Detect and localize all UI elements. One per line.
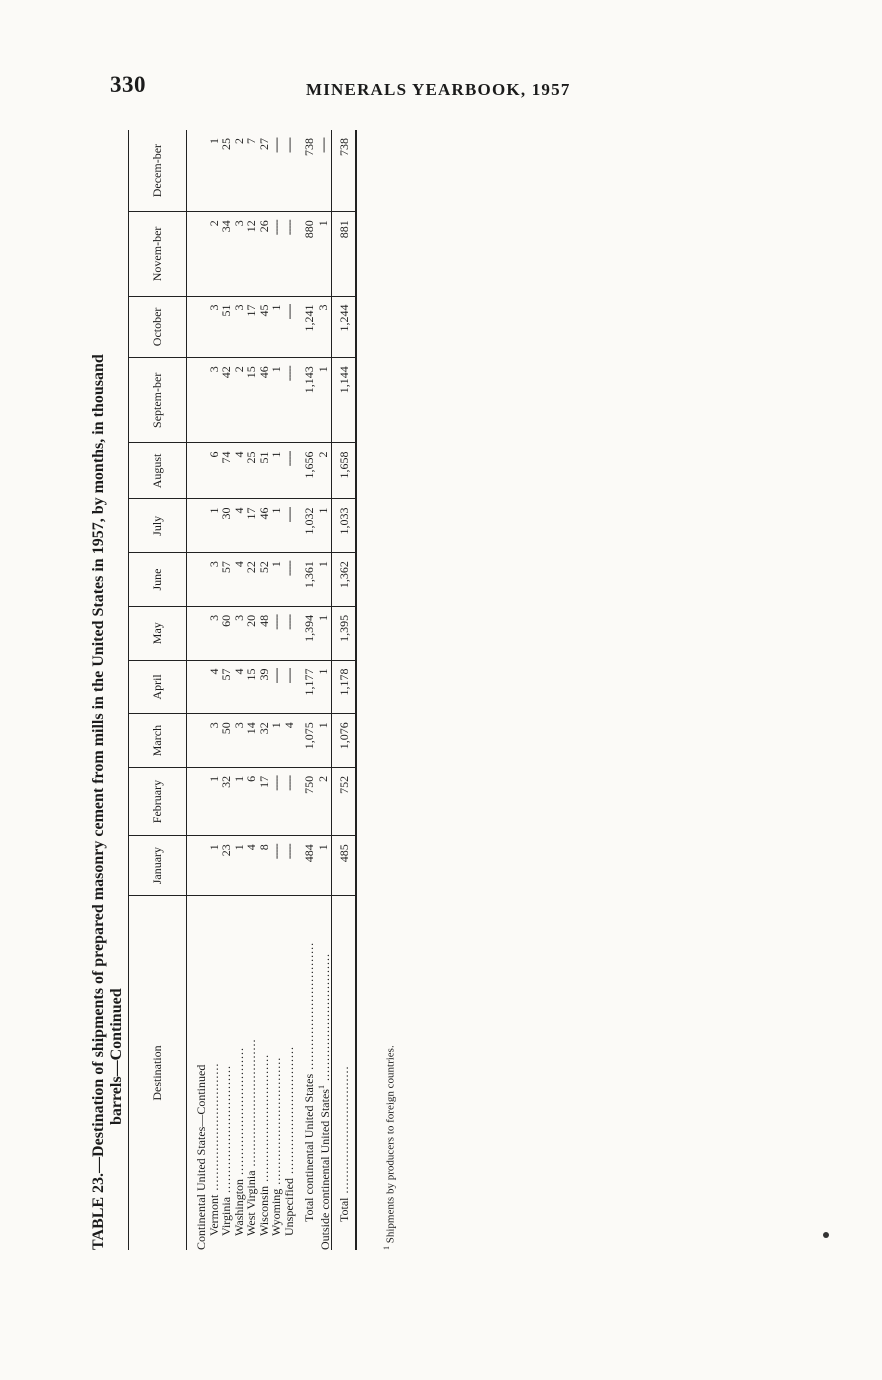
cell-value: 74 [220,443,233,499]
row-label: West Virginia ..... [245,896,258,1251]
cell-value: 1,075 [303,714,316,768]
cell-value: 3 [233,714,246,768]
cell-value: 1,658 [332,443,356,499]
cell-value: ----- [283,499,296,553]
table-title-line1: TABLE 23.—Destination of shipments of prepared masonry cement from mills in the United States in 1957, by months, in thousand [90,354,107,1250]
cell-value: 57 [220,553,233,607]
row-label [316,896,332,1251]
cell-value: 57 [220,660,233,714]
col-header-december: Decem-ber [129,130,187,212]
cell-value: 1 [270,714,283,768]
cell-value: 2 [316,767,332,835]
cell-value: ----- [270,130,283,212]
col-header-april: April [129,660,187,714]
row-label: Unspecified ..... [283,896,296,1251]
cell-value: 1 [270,358,283,443]
cell-value: ----- [283,130,296,212]
cell-value: 3 [233,606,246,660]
row-label: Total ..... [332,896,356,1251]
cell-value: 1 [208,130,221,212]
cell-value: 1 [208,499,221,553]
cell-value: 4 [233,660,246,714]
col-header-january: January [129,836,187,896]
col-header-march: March [129,714,187,768]
col-header-june: June [129,553,187,607]
footnote [382,130,397,1250]
running-head: MINERALS YEARBOOK, 1957 [306,80,571,99]
col-header-october: October [129,296,187,358]
cell-value: 1 [316,714,332,768]
table-row [220,130,233,1250]
cell-value: 8 [258,836,271,896]
cell-value: 3 [208,714,221,768]
cell-value: 1 [316,499,332,553]
table-row [270,130,283,1250]
cell-value: 46 [258,358,271,443]
cell-value: 45 [258,296,271,358]
cell-value: 752 [332,767,356,835]
cell-value: 51 [258,443,271,499]
cell-value: 1 [270,499,283,553]
outside-continental-row [316,130,332,1250]
cell-value: 1,033 [332,499,356,553]
col-header-september: Septem-ber [129,358,187,443]
cell-value: ----- [270,767,283,835]
table-title [90,115,126,1250]
cell-value: 3 [208,553,221,607]
total-continental-row [303,130,316,1250]
cell-value: 4 [208,660,221,714]
header-row [129,130,187,1250]
col-header-destination: Destination [129,896,187,1251]
cell-value: 4 [233,443,246,499]
table-title-line2: barrels—Continued [108,988,125,1125]
cell-value: 1 [316,358,332,443]
row-label: Virginia ..... [220,896,233,1251]
cell-value: 4 [283,714,296,768]
cell-value: 3 [233,296,246,358]
cell-value: 1,177 [303,660,316,714]
footnote-mark: 1 [382,1246,391,1250]
cell-value: 1 [316,606,332,660]
cell-value: 52 [258,553,271,607]
cell-value: 17 [245,499,258,553]
cell-value: 2 [208,212,221,296]
cell-value: 6 [208,443,221,499]
section-label: Continental United States—Continued [194,1064,208,1250]
cell-value: 1,394 [303,606,316,660]
row-label: Vermont ..... [208,896,221,1251]
row-label: Wyoming ..... [270,896,283,1251]
footnote-reference: 1 [316,1085,326,1090]
cell-value: 881 [332,212,356,296]
cell-value: 1,362 [332,553,356,607]
cell-value: 1 [208,767,221,835]
row-label: Wisconsin ..... [258,896,271,1251]
cell-value: 1 [316,660,332,714]
cell-value: 1 [270,443,283,499]
cell-value: 48 [258,606,271,660]
row-label-text: Outside continental United States [317,1089,332,1250]
cell-value: 60 [220,606,233,660]
cell-value: 12 [245,212,258,296]
col-header-february: February [129,767,187,835]
cell-value: ----- [270,836,283,896]
cell-value: 46 [258,499,271,553]
cell-value: 15 [245,358,258,443]
row-label: Washington ..... [233,896,246,1251]
cell-value: ----- [283,358,296,443]
cell-value: 6 [245,767,258,835]
cell-value: 30 [220,499,233,553]
cell-value: 2 [316,443,332,499]
cell-value: 738 [332,130,356,212]
cell-value: 485 [332,836,356,896]
cell-value: 4 [233,553,246,607]
cell-value: 26 [258,212,271,296]
cell-value: ----- [283,443,296,499]
cell-value: 7 [245,130,258,212]
cell-value: ----- [283,660,296,714]
col-header-may: May [129,606,187,660]
cell-value: 32 [220,767,233,835]
cell-value: 750 [303,767,316,835]
cell-value: 1 [208,836,221,896]
cell-value: 3 [316,296,332,358]
cell-value: ----- [283,212,296,296]
cell-value: 22 [245,553,258,607]
cell-value: 3 [208,296,221,358]
cell-value: 51 [220,296,233,358]
cell-value: 1,241 [303,296,316,358]
row-label [303,896,316,1251]
table-row [245,130,258,1250]
cell-value: 3 [208,606,221,660]
cell-value: 4 [233,499,246,553]
cell-value: 17 [258,767,271,835]
cell-value: 50 [220,714,233,768]
cell-value: 1,178 [332,660,356,714]
cell-value: 1,144 [332,358,356,443]
cell-value: 2 [233,130,246,212]
cell-value: 14 [245,714,258,768]
rotated-table-block [90,115,400,1250]
cell-value: 880 [303,212,316,296]
cell-value: 17 [245,296,258,358]
cell-value: 15 [245,660,258,714]
cell-value: 3 [233,212,246,296]
cell-value: ----- [283,606,296,660]
cell-value: ----- [316,130,332,212]
cell-value: ----- [283,767,296,835]
col-header-july: July [129,499,187,553]
cell-value: 1,076 [332,714,356,768]
cell-value: 1 [316,836,332,896]
cell-value: 1 [233,767,246,835]
cell-value: 3 [208,358,221,443]
cell-value: ----- [270,660,283,714]
cell-value: 1,656 [303,443,316,499]
cell-value: 25 [220,130,233,212]
cell-value: 2 [233,358,246,443]
col-header-august: August [129,443,187,499]
grand-total-row [332,130,356,1250]
cell-value: 39 [258,660,271,714]
row-label-text: Total continental United States [302,1073,316,1222]
section-label-row [195,130,208,1250]
cell-value: 1,032 [303,499,316,553]
cell-value: ----- [283,836,296,896]
cell-value: 1,143 [303,358,316,443]
cell-value: 4 [245,836,258,896]
cell-value: 1,395 [332,606,356,660]
cell-value: 1 [270,296,283,358]
cell-value: 32 [258,714,271,768]
cell-value: 1 [316,212,332,296]
cell-value: 1 [316,553,332,607]
shipments-table [128,130,357,1250]
cell-value: 1,244 [332,296,356,358]
cell-value: 484 [303,836,316,896]
cell-value: ----- [270,606,283,660]
ink-speck [823,1232,829,1238]
cell-value: ----- [283,553,296,607]
cell-value: 1 [270,553,283,607]
cell-value: 1 [233,836,246,896]
cell-value: 34 [220,212,233,296]
cell-value: 23 [220,836,233,896]
cell-value: 1,361 [303,553,316,607]
col-header-november: Novem-ber [129,212,187,296]
cell-value: 20 [245,606,258,660]
footnote-text: Shipments by producers to foreign countries. [384,1045,397,1244]
cell-value: 738 [303,130,316,212]
cell-value: 25 [245,443,258,499]
page-number: 330 [110,72,146,97]
cell-value: ----- [283,296,296,358]
table-row [283,130,296,1250]
cell-value: 27 [258,130,271,212]
cell-value: ----- [270,212,283,296]
cell-value: 42 [220,358,233,443]
